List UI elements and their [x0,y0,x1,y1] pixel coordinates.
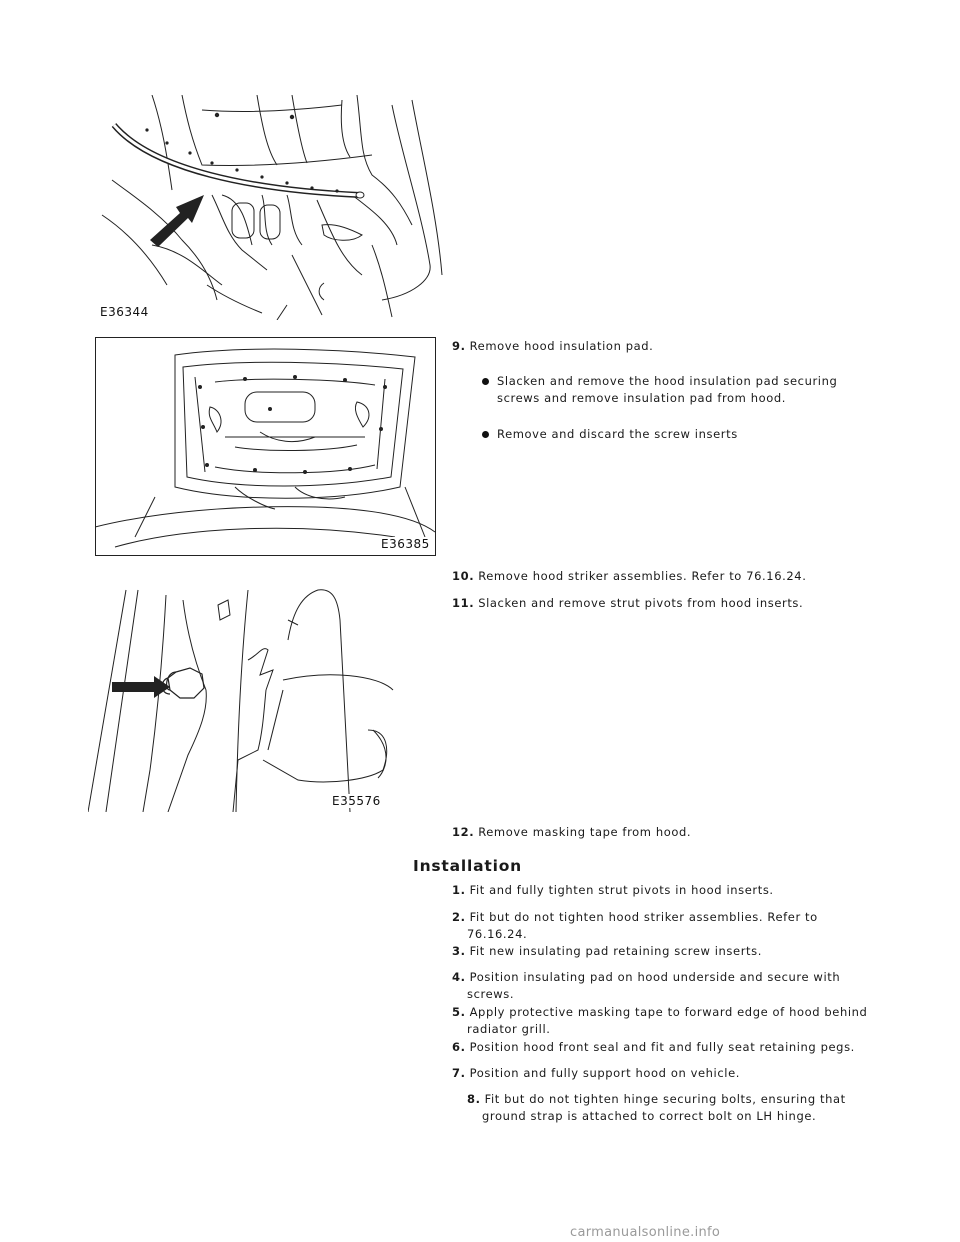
install-step-8 [467,1091,846,1125]
install-step-1 [452,882,774,899]
install-step-7 [452,1065,740,1082]
step-number: 1. [452,883,466,897]
step-text: Remove masking tape from hood. [478,825,692,839]
step-text-line1: Position insulating pad on hood underside and secure with [469,970,841,984]
figure-insulation-pad [95,337,436,556]
step-number: 11. [452,596,475,610]
step-text-line2: radiator grill. [467,1022,551,1036]
step-number: 10. [452,569,475,583]
step-number: 5. [452,1005,466,1019]
figure-strut-pivot [88,580,408,812]
site-watermark: carmanualsonline.info [570,1225,721,1240]
removal-step-10 [452,568,806,585]
bullet-icon [482,431,489,438]
bullet-text-line2: screws and remove insulation pad from hood. [497,391,787,405]
removal-step-12 [452,824,691,841]
bullet-icon [482,378,489,385]
step9-bullet-2 [497,426,738,443]
step-number: 7. [452,1066,466,1080]
install-step-5 [452,1004,867,1038]
step-text-line2: ground strap is attached to correct bolt on LH hinge. [482,1109,817,1123]
removal-step-9 [452,338,653,355]
step-number: 12. [452,825,475,839]
figure-hood-seal [92,95,452,320]
step-number: 8. [467,1092,481,1106]
removal-step-11 [452,595,803,612]
step-number: 2. [452,910,466,924]
step-number: 4. [452,970,466,984]
figure-label: E35576 [332,794,381,808]
bullet-text-line1: Remove and discard the screw inserts [497,427,738,441]
step-number: 6. [452,1040,466,1054]
step-text: Position hood front seal and fit and fully seat retaining pegs. [469,1040,855,1054]
step-text-line1: Apply protective masking tape to forward edge of hood behind [469,1005,868,1019]
step-text-line2: 76.16.24. [467,927,528,941]
step-text-line1: Fit but do not tighten hinge securing bolts, ensuring that [484,1092,846,1106]
step-text: Fit and fully tighten strut pivots in hood inserts. [469,883,774,897]
bolt-icon [162,668,204,698]
hood-seal-illustration [92,95,452,320]
step-text: Fit new insulating pad retaining screw inserts. [469,944,762,958]
step-text: Remove hood striker assemblies. Refer to 76.16.24. [478,569,807,583]
figure-label: E36385 [381,537,430,551]
step-text-line2: screws. [467,987,515,1001]
insulation-pad-illustration [95,337,436,556]
step-text: Slacken and remove strut pivots from hood inserts. [478,596,804,610]
arrow-icon [150,195,204,247]
figure-label: E36344 [100,305,149,319]
install-step-3 [452,943,762,960]
arrow-icon [112,676,170,698]
install-step-6 [452,1039,855,1056]
step-text: Remove hood insulation pad. [469,339,654,353]
bullet-text-line1: Slacken and remove the hood insulation pad securing [497,374,838,388]
step-text: Position and fully support hood on vehicle. [469,1066,741,1080]
step9-bullet-1 [497,373,837,407]
step-number: 9. [452,339,466,353]
install-step-4 [452,969,840,1003]
section-heading-installation: Installation [413,857,522,875]
step-text-line1: Fit but do not tighten hood striker assemblies. Refer to [469,910,818,924]
strut-pivot-illustration [88,580,408,812]
step-number: 3. [452,944,466,958]
install-step-2 [452,909,818,943]
